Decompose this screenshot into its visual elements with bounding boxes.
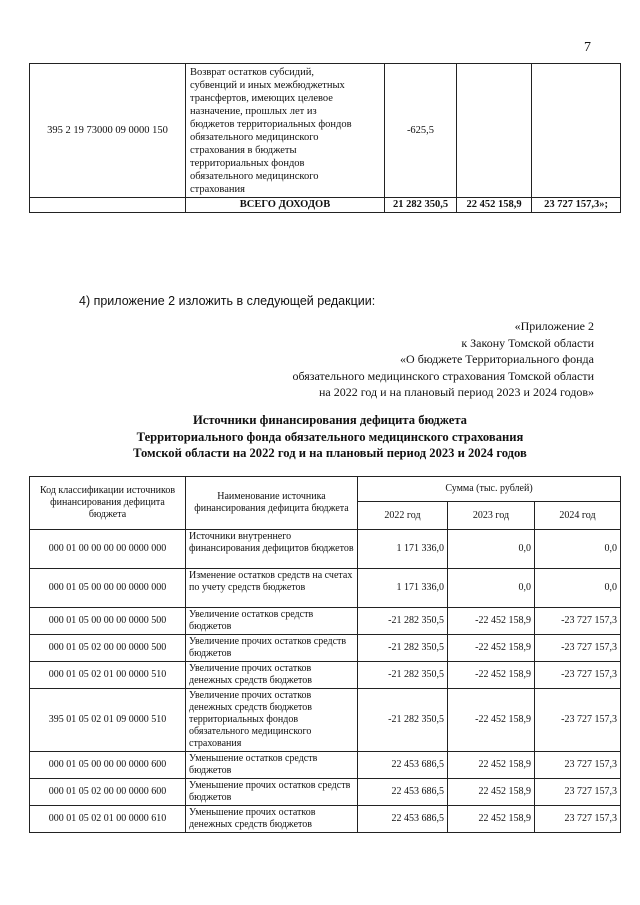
value-2022: 22 453 686,5 bbox=[358, 806, 448, 833]
value-2024: -23 727 157,3 bbox=[535, 608, 621, 635]
source-name: Увеличение прочих остатков денежных средств бюджетов территориальных фондов обязательного медицинского страхования bbox=[186, 689, 358, 752]
description-line: территориальных фондов bbox=[190, 158, 305, 169]
source-code: 000 01 05 00 00 00 0000 000 bbox=[30, 569, 186, 608]
value-2024: 0,0 bbox=[535, 530, 621, 569]
appendix-header bbox=[292, 318, 594, 401]
source-code: 000 01 05 02 01 00 0000 510 bbox=[30, 662, 186, 689]
source-name: Увеличение прочих остатков средств бюджетов bbox=[186, 635, 358, 662]
value-2024: 23 727 157,3 bbox=[535, 779, 621, 806]
value-2022: -21 282 350,5 bbox=[358, 662, 448, 689]
table-row bbox=[30, 662, 621, 689]
table-row bbox=[30, 64, 621, 198]
description-line: Возврат остатков субсидий, bbox=[190, 67, 314, 78]
description-line: назначение, прошлых лет из bbox=[190, 106, 317, 117]
financing-sources-table bbox=[29, 476, 621, 833]
value-2024: 23 727 157,3 bbox=[535, 806, 621, 833]
total-2023: 22 452 158,9 bbox=[457, 198, 532, 213]
value-2023: -22 452 158,9 bbox=[448, 608, 535, 635]
source-code: 000 01 05 02 00 00 0000 500 bbox=[30, 635, 186, 662]
appendix-line: к Закону Томской области bbox=[461, 335, 594, 350]
appendix-line: на 2022 год и на плановый период 2023 и 2024 годов» bbox=[318, 385, 594, 399]
source-code: 000 01 05 02 00 00 0000 600 bbox=[30, 779, 186, 806]
value-2023: -22 452 158,9 bbox=[448, 689, 535, 752]
header-row bbox=[30, 477, 621, 502]
source-name: Уменьшение остатков средств бюджетов bbox=[186, 752, 358, 779]
page-number: 7 bbox=[584, 40, 591, 55]
value-2023: 22 452 158,9 bbox=[448, 806, 535, 833]
source-code: 395 01 05 02 01 09 0000 510 bbox=[30, 689, 186, 752]
value-2023: -22 452 158,9 bbox=[448, 635, 535, 662]
header-sum: Сумма (тыс. рублей) bbox=[358, 477, 621, 502]
source-name: Изменение остатков средств на счетах по учету средств бюджетов bbox=[186, 569, 358, 608]
amendment-paragraph: 4) приложение 2 изложить в следующей редакции: bbox=[79, 294, 376, 308]
value-2023: -22 452 158,9 bbox=[448, 662, 535, 689]
source-code: 000 01 00 00 00 00 0000 000 bbox=[30, 530, 186, 569]
source-code: 000 01 05 00 00 00 0000 500 bbox=[30, 608, 186, 635]
table-row bbox=[30, 779, 621, 806]
title-line: Территориального фонда обязательного медицинского страхования bbox=[136, 429, 524, 444]
total-empty-cell bbox=[30, 198, 186, 213]
value-2022: -21 282 350,5 bbox=[358, 608, 448, 635]
description-line: обязательного медицинского bbox=[190, 171, 319, 182]
total-2022: 21 282 350,5 bbox=[385, 198, 457, 213]
source-code: 000 01 05 00 00 00 0000 600 bbox=[30, 752, 186, 779]
table-row bbox=[30, 806, 621, 833]
table-row bbox=[30, 689, 621, 752]
value-2022: 22 453 686,5 bbox=[358, 779, 448, 806]
table-row bbox=[30, 635, 621, 662]
value-2023: 22 452 158,9 bbox=[448, 779, 535, 806]
description-line: субвенций и иных межбюджетных bbox=[190, 80, 345, 91]
value-2022: -21 282 350,5 bbox=[358, 635, 448, 662]
header-name: Наименование источника финансирования дефицита бюджета bbox=[186, 477, 358, 530]
value-2023: 22 452 158,9 bbox=[448, 752, 535, 779]
value-2024 bbox=[532, 64, 621, 198]
value-2024: -23 727 157,3 bbox=[535, 662, 621, 689]
source-code: 000 01 05 02 01 00 0000 610 bbox=[30, 806, 186, 833]
revenue-table-continuation bbox=[29, 63, 621, 213]
header-2022: 2022 год bbox=[358, 502, 448, 530]
value-2023 bbox=[457, 64, 532, 198]
description-line: страхования bbox=[190, 184, 245, 195]
header-code: Код классификации источников финансирования дефицита бюджета bbox=[30, 477, 186, 530]
value-2022: 1 171 336,0 bbox=[358, 530, 448, 569]
value-2024: -23 727 157,3 bbox=[535, 635, 621, 662]
value-2022: 22 453 686,5 bbox=[358, 752, 448, 779]
total-label: ВСЕГО ДОХОДОВ bbox=[186, 198, 385, 213]
appendix-line: «О бюджете Территориального фонда bbox=[400, 352, 594, 366]
value-2023: 0,0 bbox=[448, 530, 535, 569]
header-2024: 2024 год bbox=[535, 502, 621, 530]
value-2024: 0,0 bbox=[535, 569, 621, 608]
header-2023: 2023 год bbox=[448, 502, 535, 530]
value-2024: -23 727 157,3 bbox=[535, 689, 621, 752]
value-2023: 0,0 bbox=[448, 569, 535, 608]
title-line: Томской области на 2022 год и на плановый период 2023 и 2024 годов bbox=[133, 446, 527, 460]
source-name: Увеличение остатков средств бюджетов bbox=[186, 608, 358, 635]
description-line: бюджетов территориальных фондов bbox=[190, 119, 352, 130]
appendix-line: «Приложение 2 bbox=[514, 319, 594, 333]
total-row bbox=[30, 198, 621, 213]
description-line: страхования в бюджеты bbox=[190, 145, 297, 156]
table-row bbox=[30, 530, 621, 569]
document-title bbox=[0, 412, 640, 462]
source-name: Увеличение прочих остатков денежных средств бюджетов bbox=[186, 662, 358, 689]
table-row bbox=[30, 752, 621, 779]
table-row bbox=[30, 608, 621, 635]
value-2022: -625,5 bbox=[385, 64, 457, 198]
appendix-line: обязательного медицинского страхования Томской области bbox=[292, 368, 594, 383]
description-line: трансфертов, имеющих целевое bbox=[190, 93, 333, 104]
table-row bbox=[30, 569, 621, 608]
source-name: Источники внутреннего финансирования дефицитов бюджетов bbox=[186, 530, 358, 569]
value-2022: -21 282 350,5 bbox=[358, 689, 448, 752]
title-line: Источники финансирования дефицита бюджета bbox=[193, 413, 467, 427]
value-2022: 1 171 336,0 bbox=[358, 569, 448, 608]
classification-code: 395 2 19 73000 09 0000 150 bbox=[30, 64, 186, 198]
revenue-description bbox=[186, 64, 385, 198]
total-2024: 23 727 157,3»; bbox=[532, 198, 621, 213]
description-line: обязательного медицинского bbox=[190, 132, 319, 143]
source-name: Уменьшение прочих остатков средств бюджетов bbox=[186, 779, 358, 806]
value-2024: 23 727 157,3 bbox=[535, 752, 621, 779]
source-name: Уменьшение прочих остатков денежных средств бюджетов bbox=[186, 806, 358, 833]
